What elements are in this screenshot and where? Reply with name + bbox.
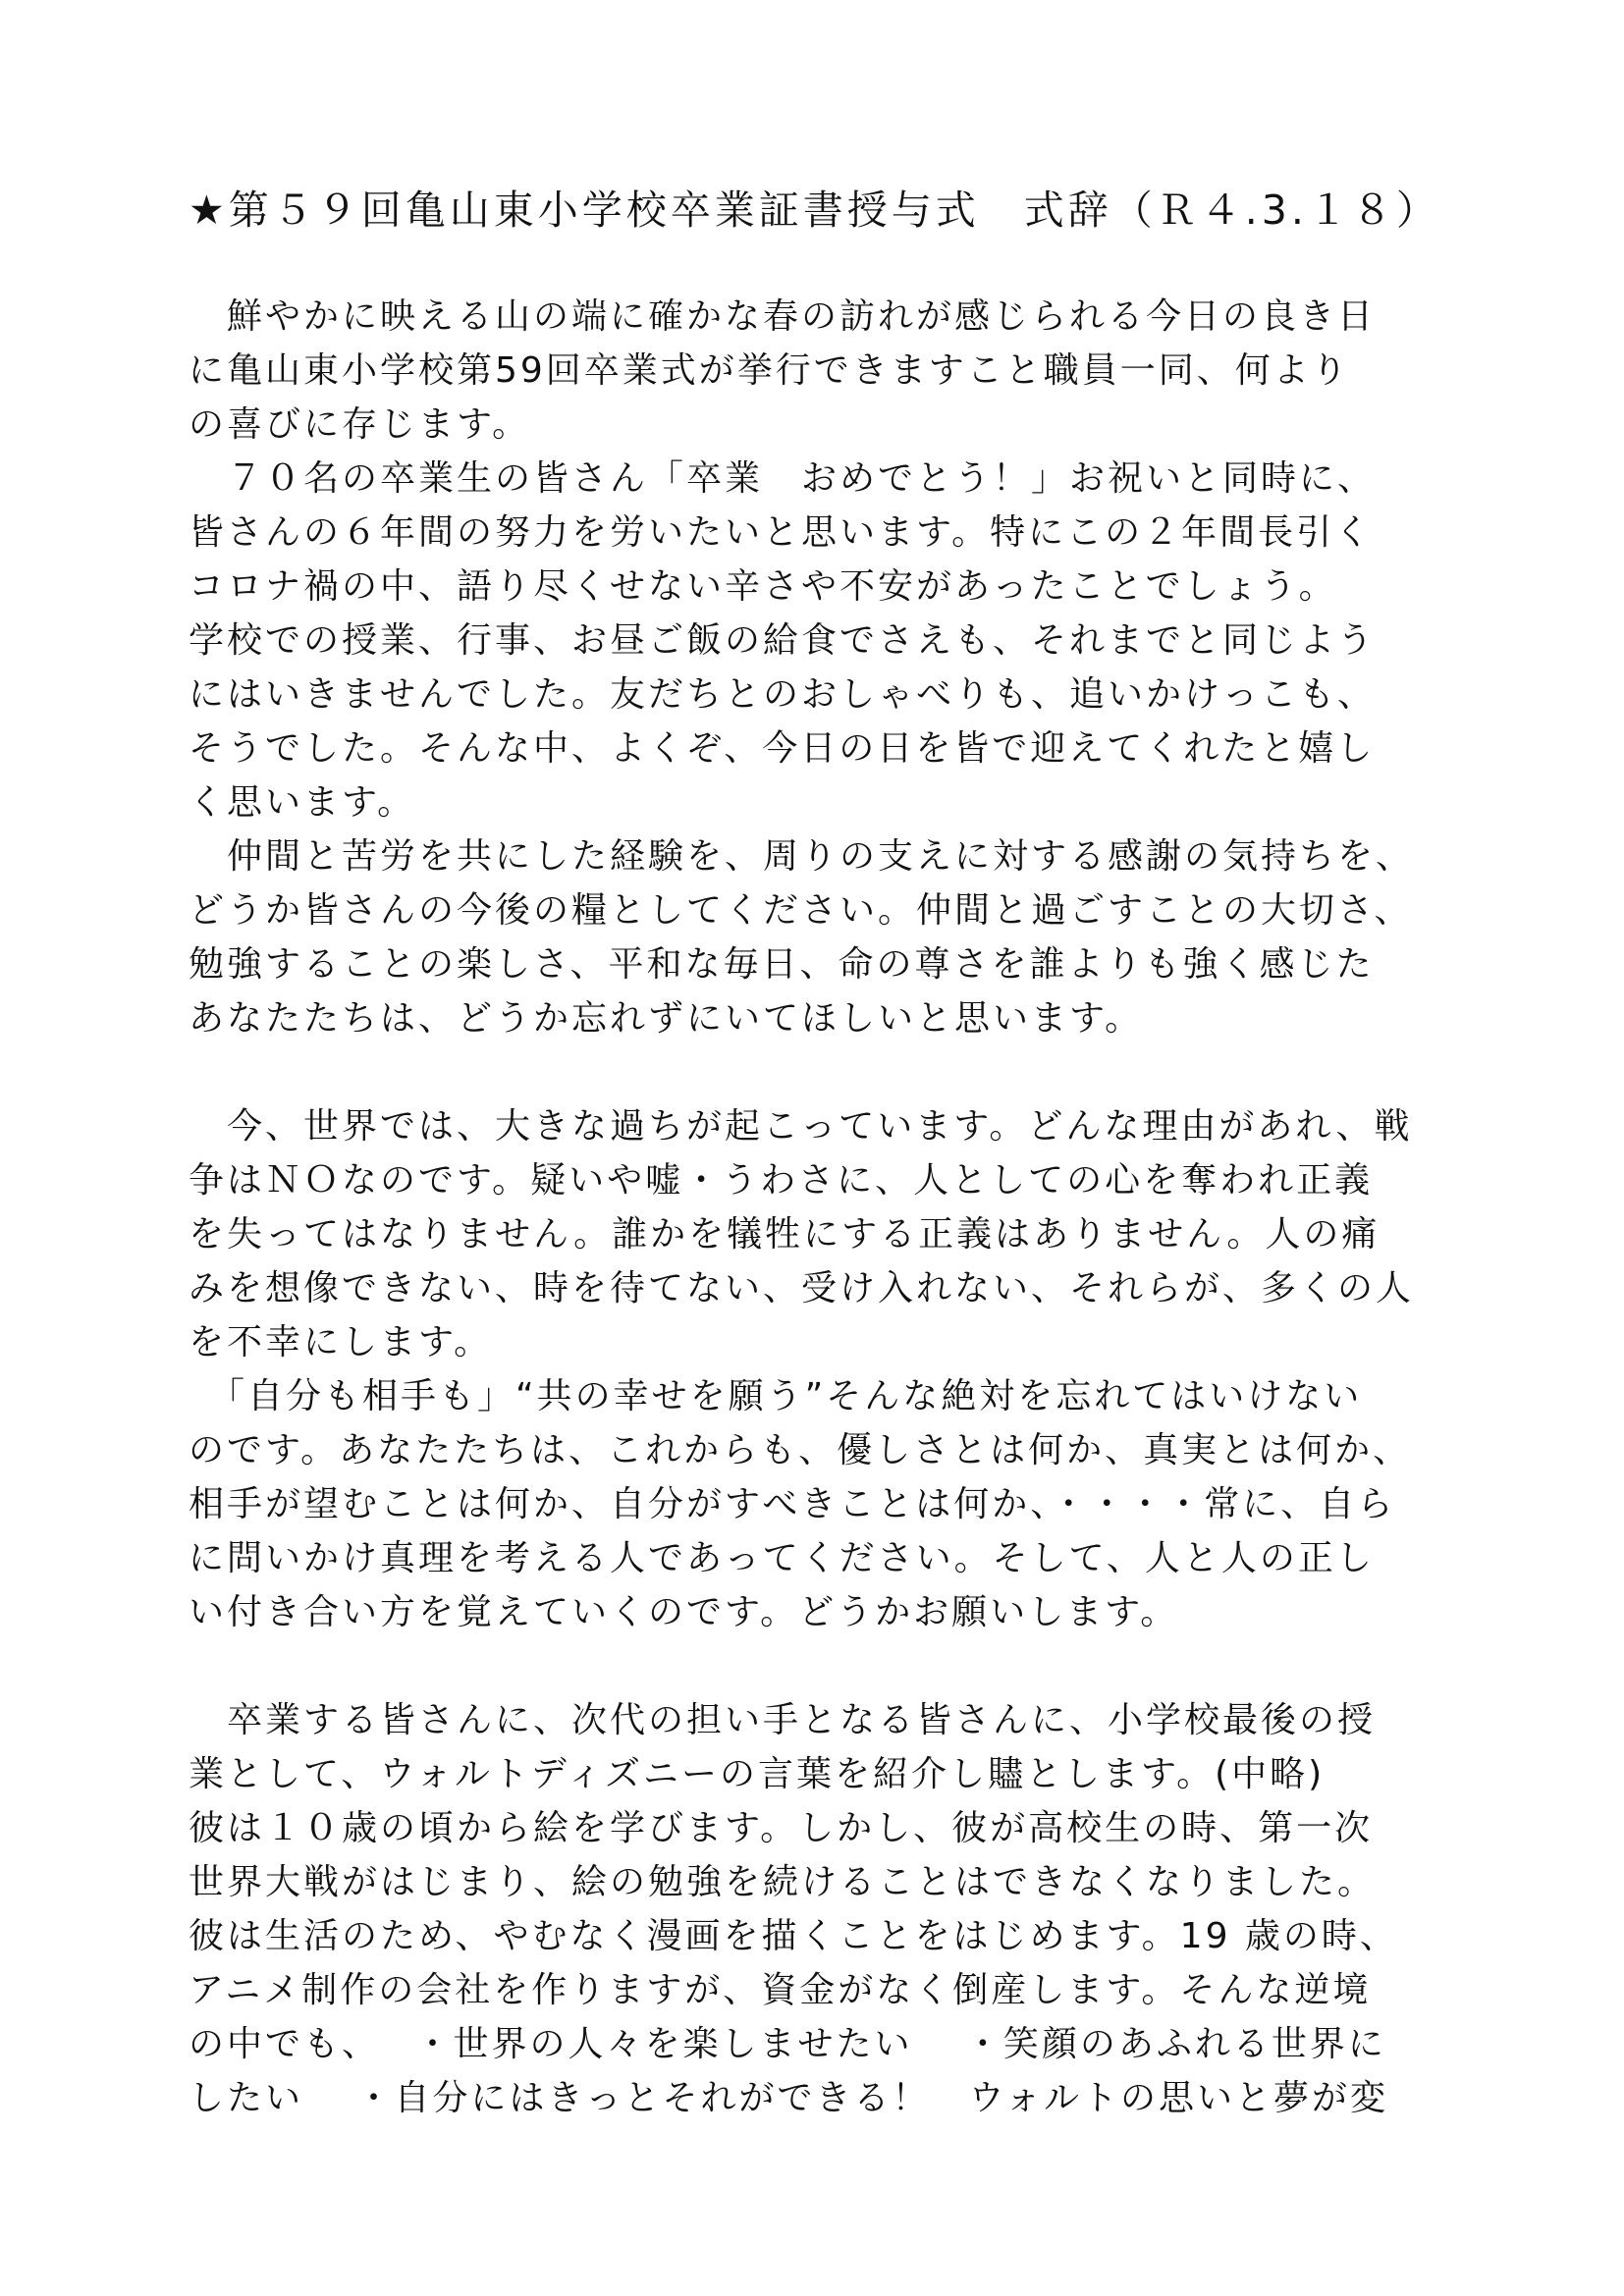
text-line: の喜びに存じます。 — [189, 404, 531, 445]
paragraph-3 — [189, 829, 1455, 1045]
text-line: 彼は１０歳の頃から絵を学びます。しかし、彼が高校生の時、第一次 — [189, 1808, 1374, 1848]
text-line: 勉強することの楽しさ、平和な毎日、命の尊さを誰よりも強く感じた — [189, 944, 1375, 985]
text-line: のです。あなたたちは、これからも、優しさとは何か、真実とは何か、 — [189, 1430, 1412, 1470]
text-line: どうか皆さんの今後の糧としてください。仲間と過ごすことの大切さ、 — [189, 890, 1413, 931]
text-line: の中でも、 ・世界の人々を楽しませたい ・笑顔のあふれる世界に — [189, 2024, 1386, 2064]
text-line: 「自分も相手も」“共の幸せを願う”そんな絶対を忘れてはいけない — [189, 1376, 1363, 1416]
document-body — [189, 290, 1455, 2125]
text-line: く思います。 — [189, 782, 416, 823]
text-line: 彼は生活のため、やむなく漫画を描くことをはじめます。19 歳の時、 — [189, 1916, 1398, 1956]
paragraph-1 — [189, 290, 1455, 452]
text-line: みを想像できない、時を待てない、受け入れない、それらが、多くの人 — [189, 1268, 1415, 1308]
paragraph-5 — [189, 1369, 1455, 1639]
paragraph-4 — [189, 1099, 1455, 1369]
paragraph-2 — [189, 452, 1455, 829]
text-line: 業として、ウォルトディズニーの言葉を紹介し贐とします。(中略) — [189, 1754, 1326, 1794]
text-line: にはいきませんでした。友だちとのおしゃべりも、追いかけっこも、 — [189, 674, 1377, 715]
document-title: ★第５９回亀山東小学校卒業証書授与式 式辞（Ｒ４.3.１８） — [189, 187, 1440, 234]
text-line: 鮮やかに映える山の端に確かな春の訪れが感じられる今日の良き日 — [189, 296, 1377, 337]
text-line: 卒業する皆さんに、次代の担い手となる皆さんに、小学校最後の授 — [189, 1700, 1377, 1740]
text-line: い付き合い方を覚えていくのです。どうかお願いします。 — [189, 1592, 1179, 1632]
text-line: に問いかけ真理を考える人であってください。そして、人と人の正し — [189, 1538, 1375, 1578]
text-line: あなたたちは、どうか忘れずにいてほしいと思います。 — [189, 998, 1144, 1039]
text-line: 相手が望むことは何か、自分がすべきことは何か、・・・・常に、自ら — [189, 1484, 1396, 1524]
text-line: コロナ禍の中、語り尽くせない辛さや不安があったことでしょう。 — [189, 566, 1337, 607]
text-line: 仲間と苦労を共にした経験を、周りの支えに対する感謝の気持ちを、 — [189, 836, 1415, 877]
text-line: を不幸にします。 — [189, 1322, 493, 1362]
text-line: 学校での授業、行事、お昼ご飯の給食でさえも、それまでと同じよう — [189, 620, 1377, 661]
text-line: 世界大戦がはじまり、絵の勉強を続けることはできなくなりました。 — [189, 1862, 1377, 1902]
paragraph-6 — [189, 1693, 1455, 2125]
paragraph-spacer — [189, 1045, 1455, 1099]
text-line: を失ってはなりません。誰かを犠牲にする正義はありません。人の痛 — [189, 1214, 1380, 1255]
text-line: したい ・自分にはきっとそれができる！ ウォルトの思いと夢が変 — [189, 2078, 1389, 2118]
text-line: アニメ制作の会社を作りますが、資金がなく倒産します。そんな逆境 — [189, 1970, 1372, 2010]
text-line: 皆さんの６年間の努力を労いたいと思います。特にこの２年間長引く — [189, 512, 1374, 553]
text-line: ７０名の卒業生の皆さん「卒業 おめでとう！」お祝いと同時に、 — [189, 458, 1377, 499]
text-line: 今、世界では、大きな過ちが起こっています。どんな理由があれ、戦 — [189, 1106, 1413, 1147]
text-line: そうでした。そんな中、よくぞ、今日の日を皆で迎えてくれたと嬉し — [189, 728, 1376, 769]
text-line: 争はＮＯなのです。疑いや嘘・うわさに、人としての心を奪われ正義 — [189, 1160, 1374, 1201]
text-line: に亀山東小学校第59回卒業式が挙行できますこと職員一同、何より — [189, 350, 1350, 391]
paragraph-spacer — [189, 1639, 1455, 1693]
